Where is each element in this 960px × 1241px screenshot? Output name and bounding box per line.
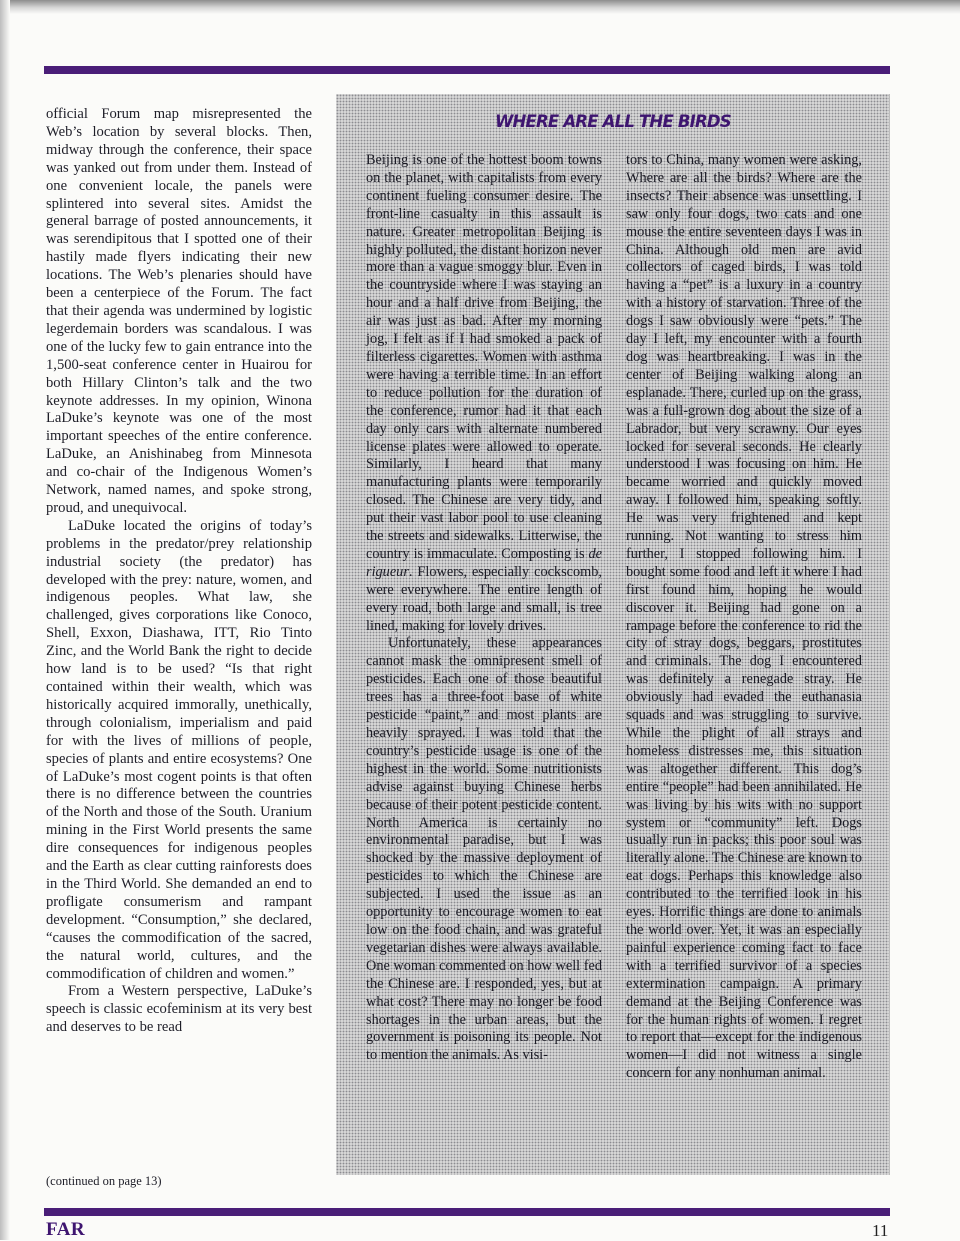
sidebar-paragraph: Unfortunately, these appearances cannot mask the omnipresent smell of pesticides. Each one of those beautiful trees has a three-foot base of white pesticide “paint,” and most plants are heavily sprayed. I was told that the country’s pesticide usage is one of the highest in the world. Some nutritionists advise against buying Chinese herbs because of their potent pesticide content. North America is certainly no environmental paradise, but I was shocked by the massive deployment of pesticides to which the Chinese are subjected. I used the issue as an opportunity to encourage women to eat low on the food chain, and was grateful vegetarian dishes were always available. One woman commented on how well fed the Chinese are. I responded, yes, but at what cost? There may no longer be food shortages in the urban areas, but the government is poisoning its people. Not to mention the animals. As visi- <box>366 635 602 1064</box>
footer-rule <box>44 1208 890 1216</box>
sidebar-title: WHERE ARE ALL THE BIRDS <box>495 112 731 131</box>
continued-note: (continued on page 13) <box>46 1174 162 1188</box>
article-paragraph: official Forum map misrepresented the Web’s location by several blocks. Then, midway through the conference, their space was yanked out from under them. Instead of one convenient locale, the panels were splintered into several sites. Amidst the general barrage of posted announcements, it was serendipitous that I spotted one of their hastily made flyers indicating their new locations. The Web’s plenaries should have been a centerpiece of the Forum. The fact that their agenda was undermined by logistic legerdemain borders was scandalous. I was one of the lucky few to gain entrance into the 1,500-seat conference center in Huairou for both Hillary Clinton’s talk and the two keynote addresses. In my opinion, Winona LaDuke’s keynote was one of the most important speeches of the entire conference. LaDuke, an Anishinabeg from Minnesota and co-chair of the Indigenous Women’s Network, named names, and spoke strong, proud, and unequivocal. <box>46 106 312 516</box>
sidebar-paragraph: tors to China, many women were asking, Where are all the birds? Where are the insects? Their absence was unsettling. I saw only four dogs, two cats and one mouse the entire seventeen days I was in China. Although old men are avid collectors of caged birds, I was told having a “pet” is a luxury in a country with a history of starvation. Three of the dogs I saw obviously were “pets.” The day I left, my encounter with a fourth dog was heartbreaking. I was in the center of Beijing walking along an esplanade. There, curled up on the grass, was a full-grown dog about the size of a Labrador, but very scrawny. Our eyes locked for several seconds. He clearly understood I was focusing on him. He became worried and quickly moved away. I followed him, speaking softly. He was very frightened and kept running. Not wanting to stress him further, I stopped following him. I bought some food and left it where I had first found him, hoping he would discover it. Beijing had gone on a rampage before the conference to rid the city of stray dogs, beggars, prostitutes and criminals. The dog I encountered was definitely a renegade stray. He obviously had evaded the euthanasia squads and was struggling to survive. While the plight of all strays and homeless distresses me, this situation was altogether different. This dog’s entire “people” had been annihilated. He was living by his wits with no support system or “community” left. Dogs usually run in packs; this poor soul was literally alone. The Chinese are known to eat dogs. Perhaps this knowledge also contributed to the terrified look in his eyes. Horrific things are done to animals the world over. Yet, it was an especially painful experience coming fact to face with a terrified survivor of a species extermination campaign. A primary demand at the Beijing Conference was for the human rights of women. I regret to report that—except for the indigenous women—I did not witness a single concern for any nonhuman animal. <box>626 152 862 1082</box>
header-rule <box>44 66 890 74</box>
scan-left-edge <box>0 0 10 1240</box>
sidebar-column-1 <box>366 152 602 1065</box>
sidebar-text: Beijing is one of the hottest boom towns on the planet, with capitalists from every continent fueling consumer desire. The front-line casualty in this assault is nature. Greater metropolitan Beijing is highly polluted, the distant horizon never more than a vague smoggy blur. Even in the countryside where I was staying an hour and a half drive from Beijing, the air was just as bad. After my morning jog, I felt as if I had smoked a pack of filterless cigarettes. Women with asthma were having a terrible time. In an effort to reduce pollution for the duration of the conference, rumor had it that each day only cars with alternate numbered license plates were allowed to operate. Similarly, I heard that many manufacturing plants were temporarily closed. The Chinese are very tidy, and put their vast labor pool to use cleaning the streets and sidewalks. Litterwise, the country is immaculate. Composting is <box>366 152 602 562</box>
sidebar-italic-phrase: de rigueur <box>366 545 602 580</box>
sidebar-column-2 <box>626 152 862 1083</box>
article-paragraph: From a Western perspective, LaDuke’s speech is classic ecofeminism at its very best and deserves to be read <box>46 983 312 1036</box>
main-article-column <box>46 106 312 1037</box>
publication-name: FAR <box>46 1219 86 1240</box>
page-number: 11 <box>872 1221 889 1240</box>
sidebar-box <box>336 94 890 1175</box>
sidebar-text: . Flowers, especially cockscomb, were everywhere. The entire length of every road, both large and small, is tree lined, making for lovely drives. <box>366 563 602 634</box>
sidebar-paragraph <box>366 152 602 635</box>
scan-top-edge <box>0 0 960 14</box>
article-paragraph: LaDuke located the origins of today’s problems in the predator/prey relationship industrial society (the predator) has developed with the prey: nature, women, and indigenous peoples. What law, she challenged, gives corporations like Conoco, Shell, Exxon, Diashawa, ITT, Rio Tinto Zinc, and the World Bank the right to decide how land is to be used? “Is that right contained within their wealth, which was historically acquired immorally, unethically, through colonialism, imperialism and paid for with the lives of millions of people, species of plants and entire ecosystems? One of LaDuke’s most cogent points is that often there is no difference between the countries of the North and those of the South. Uranium mining in the First World presents the same dire consequences for indigenous peoples and the Earth as clear cutting rainforests does in the Third World. She demanded an end to profligate consumerism and rampant development. “Consumption,” she declared, “causes the commodification of the sacred, the natural world, cultures, and the commodification of children and women.” <box>46 517 312 982</box>
